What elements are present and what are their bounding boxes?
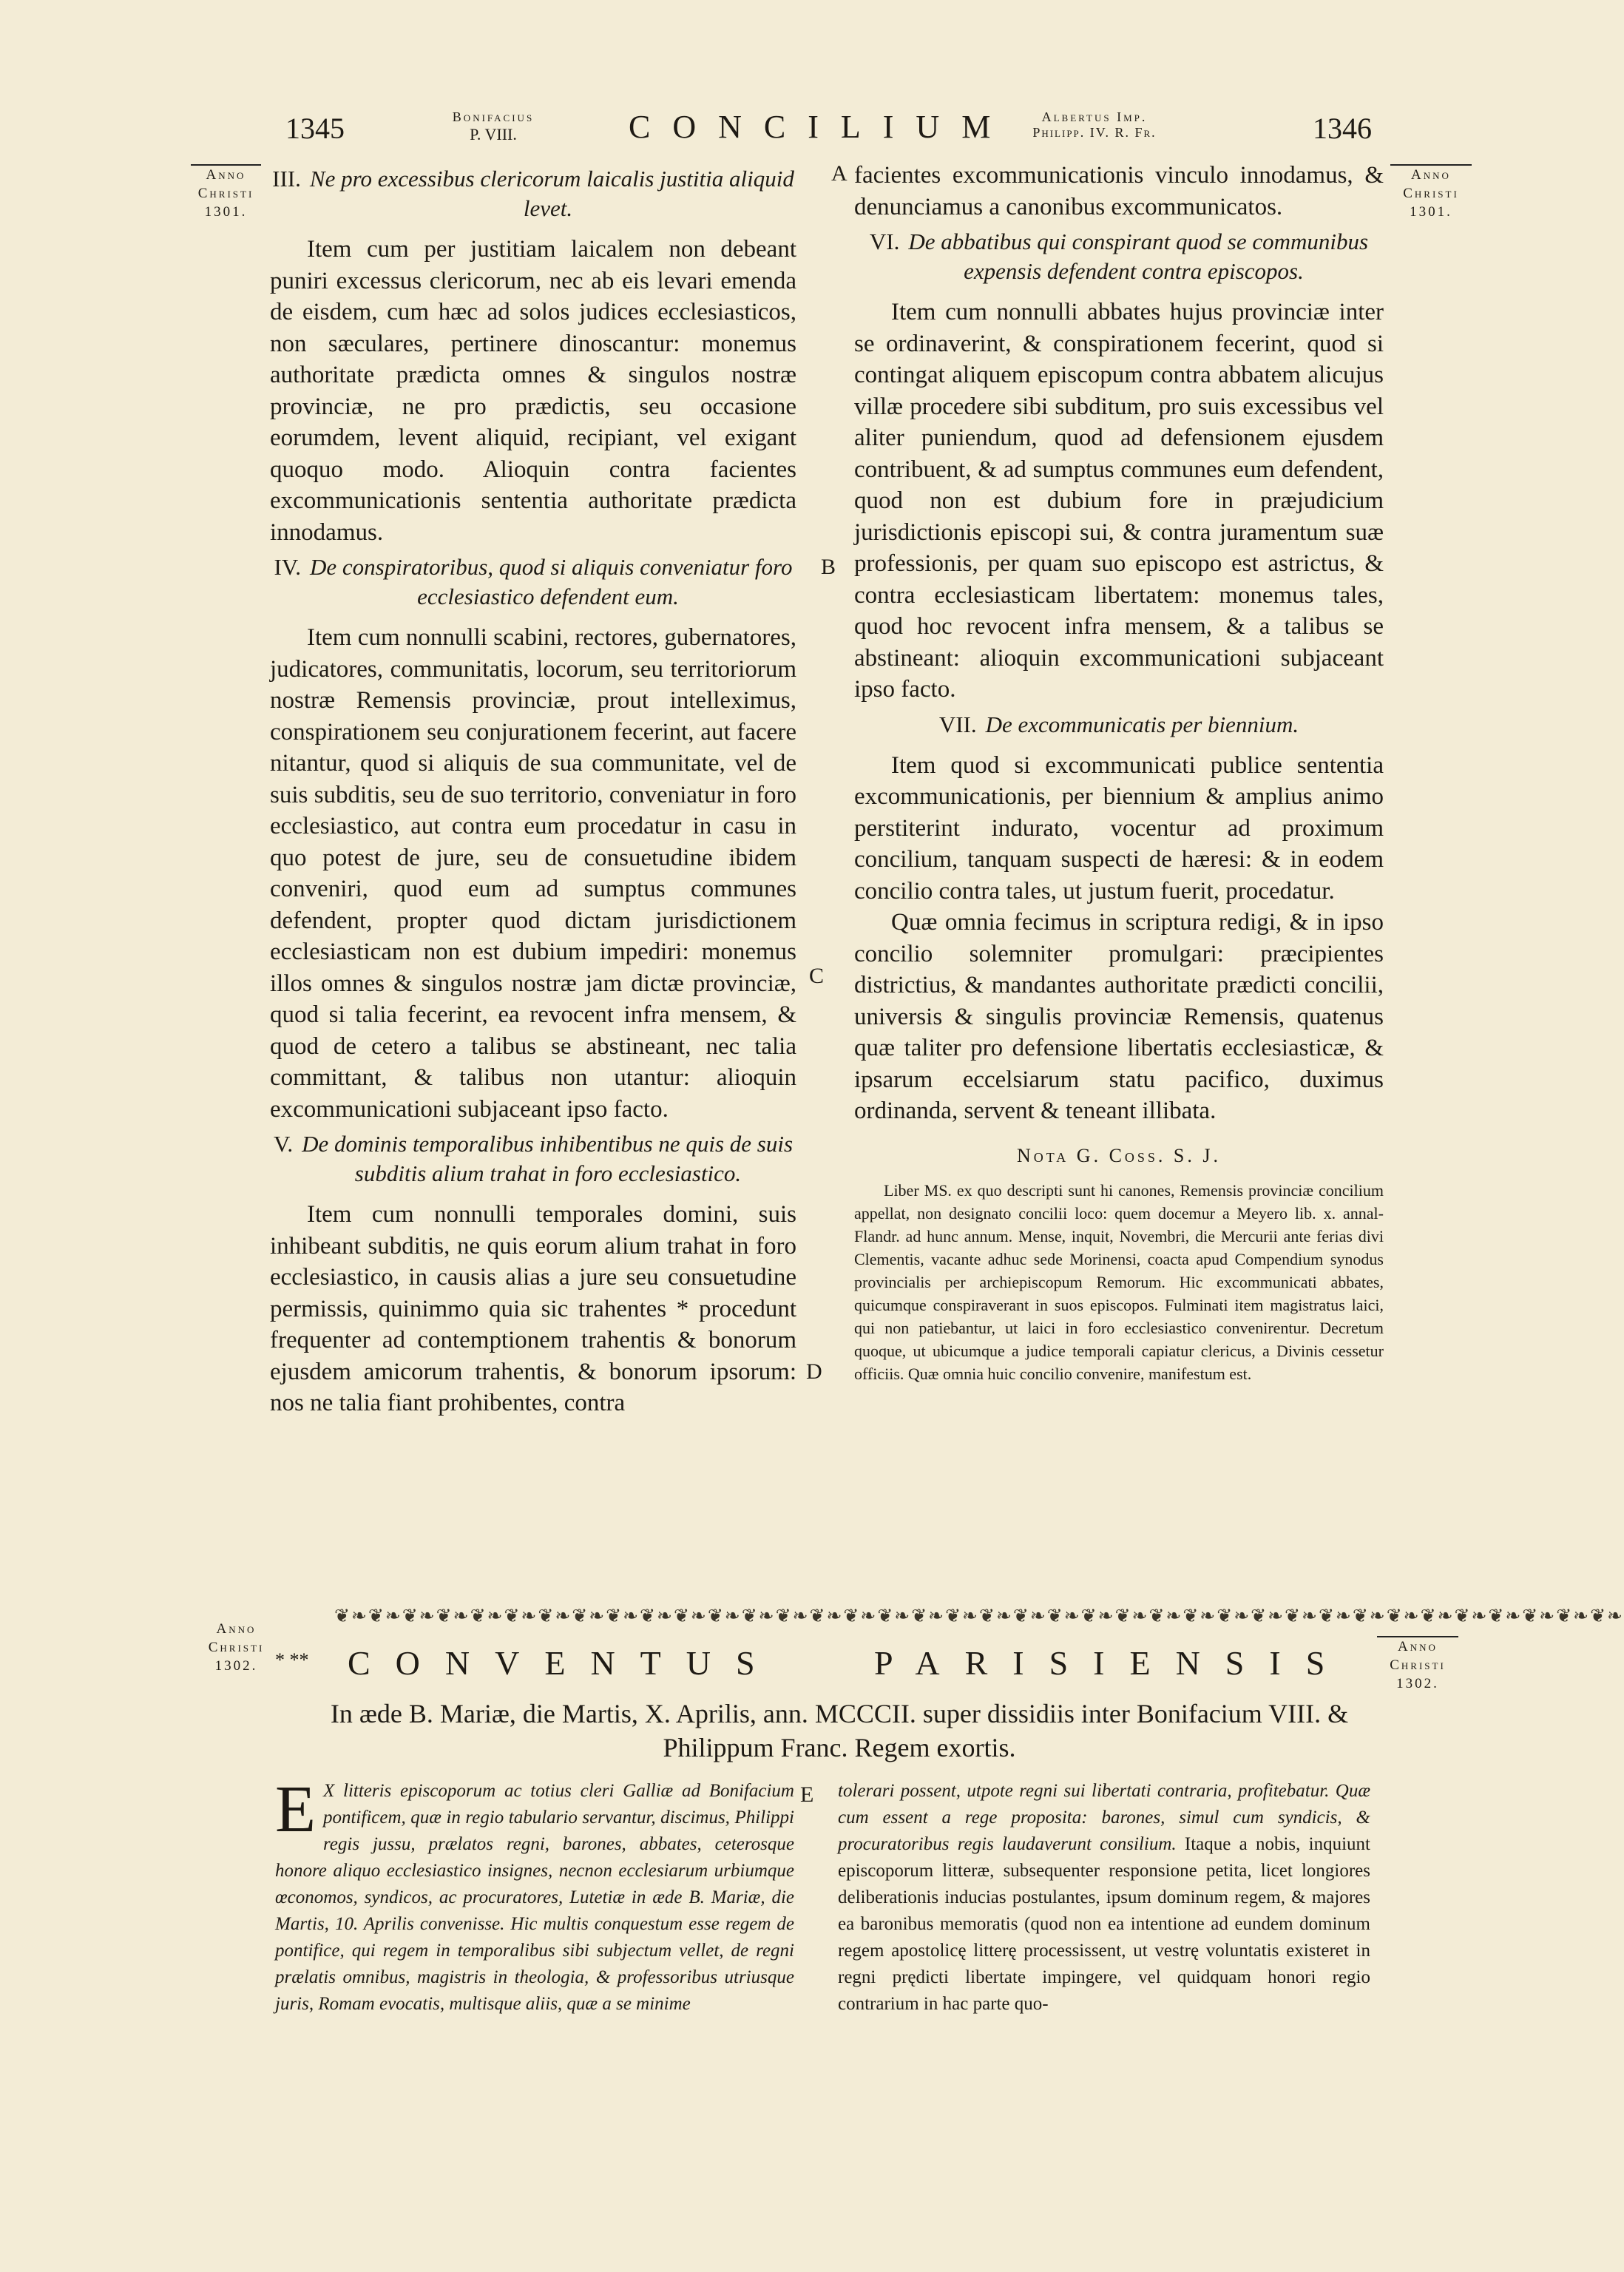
anno-word: Anno xyxy=(216,1621,257,1637)
page-number-left: 1345 xyxy=(285,112,345,145)
canon-3-text: Item cum per justitiam laicalem non debeant puniri excessus clericorum, nec ab eis levari emenda de eisdem, cum hæc ad solos judices ecclesiasticos, non sæculares, pertinere dinoscantur: monemus authoritate prædicta omnes & singulos nostræ provinciæ, ne pro prædictis, seu occasione eorumdem, levent aliquid, recipiant, vel exigant quoquo modo. Alioquin contra facientes excommunicationis sententia authoritate prædicta innodamus. xyxy=(270,236,796,546)
bottom-right-text: Itaque a nobis, inquiunt episcoporum litteræ, subsequenter responsione petita, licet longiores deliberationis inducias postulantes, ipsum dominum regem, & majores ea baronibus memoratis (quod non ea intentione ad eundem dominum regem apostolicę litterę processissent, ut vestrę voluntatis existeret in regni prędicti libertate impingere, vel quidquam honori regio contrarium in hac parte quo- xyxy=(838,1834,1371,2014)
canon-6-heading xyxy=(854,227,1384,286)
running-head-right-line1: Albertus Imp. xyxy=(1041,109,1148,124)
canon-4-number: IV. xyxy=(274,554,302,580)
bottom-left-column xyxy=(275,1773,794,2018)
margin-letter-d: D xyxy=(806,1359,822,1384)
bottom-left-text: X litteris episcoporum ac totius cleri Galliæ ad Bonifacium pontificem, quæ in regio tabulario servantur, discimus, Philippi regis jussu, prælatos regni, barones, abbates, ceterosque honore aliquo ecclesiastico insignes, necnon ecclesiarum urbiumque œconomos, syndicos, ac procuratores, Lutetiæ in æde B. Mariæ, die Martis, 10. Aprilis convenisse. Hic multis conquestum esse regem de pontifice, qui regem in temporalibus sibi subjectum vellet, de regni prælatis omnibus, magistris in theologia, & professoribus utriusque juris, Romam evocatis, multisque aliis, quæ a se minime xyxy=(275,1781,794,2014)
canon-4-heading xyxy=(270,552,796,612)
canon-4-text: Item cum nonnulli scabini, rectores, gubernatores, judicatores, communitatis, locorum, seu territoriorum nostræ Remensis provinciæ, prout intelleximus, conspirationem seu conjurationem fecerint, aut facere nitantur, quod si aliquis de sua communitate, vel de suis subditis, seu de suo territorio, conveniatur in foro ecclesiastico, aut contra eum procedatur in casu in quo potest de jure, seu de consuetudine ibidem conveniri, quod eum ad sumptus communes defendent, propter quod dictam jurisdictionem ecclesiasticam non est dubium impediri: monemus illos omnes & singulos nostræ jam dictæ provinciæ, quod si talia fecerint, ea revocent infra mensem, & quod de cetero a talibus se abstineant, nec talia committant, & talibus non utantur: alioquin excommunicationi subjaceant ipso facto. xyxy=(270,624,796,1123)
closing-text: Quæ omnia fecimus in scriptura redigi, & in ipso concilio solemniter promulgari: præcipientes districtius, & mandantes authoritate prædicti concilii, universis & singulis provinciæ Remensis, quatenus quæ taliter pro defensione libertatis ecclesiasticæ, & ipsarum eccelsiarum statu pacifico, duximus ordinanda, servent & teneant illibata. xyxy=(854,909,1384,1124)
anno-year: 1301. xyxy=(204,204,248,220)
canon-3-title: Ne pro excessibus clericorum laicalis justitia aliquid levet. xyxy=(309,166,794,221)
margin-letter-e: E xyxy=(800,1782,814,1807)
christi-word: Christi xyxy=(197,186,254,201)
section-mark: * ** xyxy=(275,1649,309,1671)
margin-letter-b: B xyxy=(821,555,836,579)
running-head-left-line2: P. VIII. xyxy=(470,125,517,143)
section-title-left: CONVENTUS xyxy=(348,1644,780,1682)
canon-7-title: De excommunicatis per biennium. xyxy=(985,711,1299,737)
nota-text: Liber MS. ex quo descripti sunt hi canones, Remensis provinciæ concilium appellat, non designato concilii loco: quem docemur a Meyero lib. x. annal-Flandr. ad hunc annum. Mense, inquit, Novembri, die Mercurii ante ferias divi Clementis, vacante adhuc sede Morinensi, coacta apud Compendium synodus provincialis per archiepiscopum Remorum. Hic excommunicati abbates, quicumque conspiraverant in suos episcopos. Fulminati item magistratus laici, qui non patiebantur, ut laici in foro ecclesiastico convenirentur. Decretum quoque, ut ubicumque a judice temporali capiatur clericus, a Divinis cessetur officiis. Quæ omnia huic concilio convenire, manifestum est. xyxy=(854,1181,1384,1383)
canon-5-title: De dominis temporalibus inhibentibus ne quis de suis subditis alium trahat in foro ecclesiastico. xyxy=(302,1131,794,1186)
running-head-left-line1: Bonifacius xyxy=(452,109,535,124)
page-title: CONCILIUM xyxy=(629,109,1013,145)
running-head-right xyxy=(1013,109,1176,141)
canon-5-continuation: facientes excommunicationis vinculo innodamus, & denunciamus a canonibus excommunicatos. xyxy=(854,162,1384,220)
canon-7-text: Item quod si excommunicati publice sententia excommunicationis, per biennium & amplius animo perstiterint indurato, vocentur ad proximum concilium, tanquam suspecti de hæresi: & in eodem concilio contra tales, ut justum fuerit, procedatur. xyxy=(854,751,1384,905)
margin-anno-right-bottom xyxy=(1377,1636,1458,1693)
page-number-right: 1346 xyxy=(1313,112,1372,145)
canon-6-title: De abbatibus qui conspirant quod se communibus expensis defendent contra episcopos. xyxy=(908,229,1369,284)
anno-word: Anno xyxy=(1377,1636,1458,1656)
margin-anno-left-top xyxy=(191,164,261,221)
anno-year: 1301. xyxy=(1410,204,1452,220)
anno-year: 1302. xyxy=(1396,1676,1439,1691)
canon-3-heading xyxy=(270,164,796,223)
running-head-right-line2: Philipp. IV. R. Fr. xyxy=(1032,125,1157,140)
nota-text-block xyxy=(854,1179,1384,1385)
left-column xyxy=(270,160,796,1419)
ornamental-divider: ❦❧❦❧❦❧❦❧❦❧❦❧❦❧❦❧❦❧❦❧❦❧❦❧❦❧❦❧❦❧❦❧❦❧❦❧❦❧❦❧❦❧❦❧❦❧❦❧❦❧❦❧❦❧❦❧❦❧❦❧❦❧❦❧❦❧❦❧❦❧❦❧❦❧❦❧ xyxy=(334,1606,1624,1626)
bottom-right-column xyxy=(838,1778,1370,2018)
running-head-left xyxy=(438,109,549,144)
margin-letter-c: C xyxy=(809,964,825,988)
anno-word: Anno xyxy=(1390,164,1472,184)
anno-word: Anno xyxy=(191,164,261,184)
christi-word: Christi xyxy=(1403,186,1459,201)
margin-anno-right-top xyxy=(1390,164,1472,221)
dropcap-letter: E xyxy=(275,1773,316,1846)
bottom-right-text-italic: tolerari possent, utpote regni sui libertati contraria, profitebatur. Quæ cum essent a rege proposita: barones, simul cum syndicis, & procuratoribus regis laudaverunt consilium. xyxy=(838,1781,1370,1854)
canon-7-heading xyxy=(854,710,1384,740)
christi-word: Christi xyxy=(208,1640,265,1655)
canon-5-text: Item cum nonnulli temporales domini, suis inhibeant subditis, ne quis eorum alium trahat in foro ecclesiastico, in causis alias a jure seu consuetudine permissis, quinimmo quia sic trahentes * procedunt frequenter ad contemptionem trahentis & bonorum ejusdem amicorum trahentis, & bonorum ipsorum: nos ne talia fiant prohibentes, contra xyxy=(270,1201,796,1416)
bottom-right-paragraph xyxy=(838,1778,1370,2018)
canon-4-title: De conspiratoribus, quod si aliquis conveniatur foro ecclesiastico defendent eum. xyxy=(310,554,793,609)
christi-word: Christi xyxy=(1390,1657,1446,1673)
nota-title: Nota G. Coss. S. J. xyxy=(1016,1144,1222,1166)
canon-7-number: VII. xyxy=(938,711,977,737)
canon-6-text: Item cum nonnulli abbates hujus provinciæ inter se ordinaverint, & conspirationem fecerint, quod si contingat aliquem episcopum contra abbatem alicujus villæ procedere sibi subditum, pro suis excessibus vel aliter puniendum, quod ad defensionem ejusdem contribuent, & ad sumptus communes eum defendent, quod non est dubium fore in præjudicium jurisdictionis episcopi sui, & contra juramentum suæ professionis, per quam suo episcopo est astrictus, & contra ecclesiasticam libertatem: monemus tales, quod hoc revocent infra mensem, & a talibus se abstineant: alioquin excommunicationi subjaceant ipso facto. xyxy=(854,299,1384,703)
canon-6-number: VI. xyxy=(869,229,900,254)
margin-letter-a: A xyxy=(831,161,847,186)
right-column xyxy=(854,160,1384,1385)
section-title-right: PARISIENSIS xyxy=(874,1644,1350,1682)
canon-3-number: III. xyxy=(272,166,301,192)
canon-5-number: V. xyxy=(273,1131,294,1157)
section-subtitle: In æde B. Mariæ, die Martis, X. Aprilis, ann. MCCCII. super dissidiis inter Bonifacium VIII. & Philippum Franc. Regem exortis. xyxy=(330,1699,1349,1762)
anno-year: 1302. xyxy=(214,1658,258,1674)
margin-anno-left-bottom xyxy=(201,1620,271,1675)
canon-5-heading xyxy=(270,1129,796,1189)
